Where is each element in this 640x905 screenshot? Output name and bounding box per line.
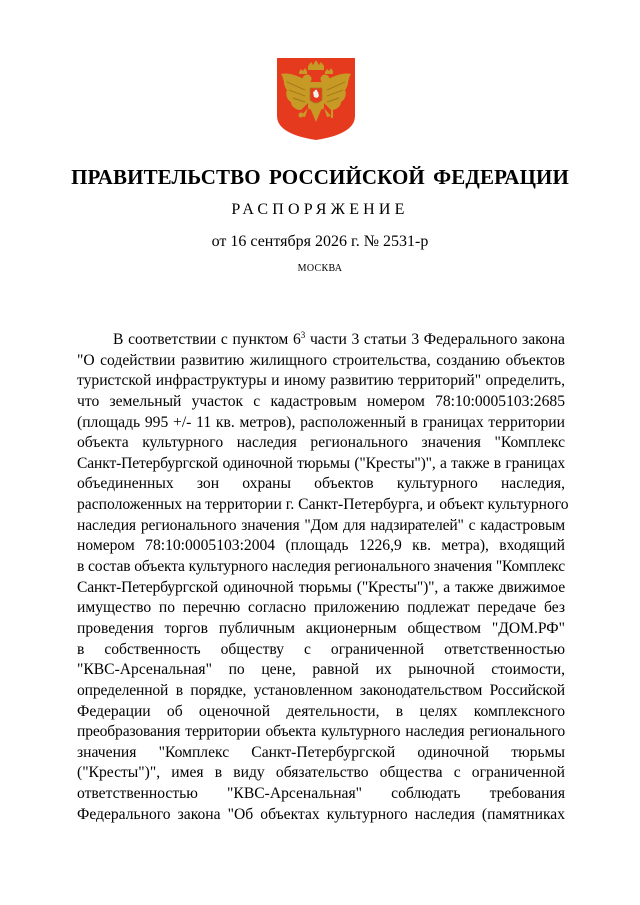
body-line: Санкт-Петербургской одиночной тюрьмы ("Кресты")", а также в границах [77, 454, 565, 472]
body-line-superscript: 3 [300, 330, 306, 340]
government-title: ПРАВИТЕЛЬСТВО РОССИЙСКОЙ ФЕДЕРАЦИИ [71, 165, 569, 189]
russian-coat-of-arms-icon [275, 56, 357, 142]
body-line: наследия регионального значения "Дом для надзирателей" с кадастровым [77, 516, 565, 534]
body-line: объединенных зон охраны объектов культурного наследия, [77, 475, 565, 493]
body-line-text: В соответствии с пунктом 6 [113, 331, 301, 348]
body-line: Санкт-Петербургской одиночной тюрьмы ("Кресты")", а также движимое [77, 578, 565, 596]
body-line: (площадь 995 +/- 11 кв. метров), расположенный в границах территории [77, 413, 565, 431]
document-date-number: от 16 сентября 2026 г. № 2531-р [211, 233, 429, 250]
body-line: "КВС-Арсенальная" по цене, равной их рыночной стоимости, [77, 661, 565, 679]
body-line: определенной в порядке, установленном законодательством Российской [77, 681, 565, 699]
body-line: ("Кресты")", имея в виду обязательство общества с ограниченной [77, 764, 565, 782]
document-type: РАСПОРЯЖЕНИЕ [231, 201, 409, 218]
body-line: Федерации об оценочной деятельности, в целях комплексного [77, 702, 565, 720]
body-line: что земельный участок с кадастровым номером 78:10:0005103:2685 [77, 392, 565, 410]
body-line: преобразования территории объекта культурного наследия регионального [77, 723, 565, 741]
body-line: проведения торгов публичным акционерным обществом "ДОМ.РФ" [77, 619, 565, 637]
body-line [77, 330, 565, 351]
document-city: МОСКВА [297, 263, 343, 274]
body-line: в собственность обществу с ограниченной ответственностью [77, 640, 565, 658]
body-line: в состав объекта культурного наследия регионального значения "Комплекс [77, 558, 565, 576]
body-line-text: части 3 статьи 3 Федерального закона [305, 331, 565, 348]
body-line: объекта культурного наследия регионального значения "Комплекс [77, 434, 565, 452]
body-line: значения "Комплекс Санкт-Петербургской одиночной тюрьмы [77, 743, 565, 761]
document-body [77, 330, 569, 825]
body-line: расположенных на территории г. Санкт-Петербурга, и объект культурного [77, 496, 569, 514]
body-line: номером 78:10:0005103:2004 (площадь 1226,9 кв. метра), входящий [77, 537, 565, 555]
body-line: Федерального закона "Об объектах культурного наследия (памятниках [77, 805, 565, 823]
body-line: туристской инфраструктуры и иному развитию территорий" определить, [77, 372, 565, 390]
body-line: "О содействии развитию жилищного строительства, созданию объектов [77, 351, 565, 369]
body-line: ответственностью "КВС-Арсенальная" соблюдать требования [77, 785, 565, 803]
body-line: имущество по перечню согласно приложению подлежат передаче без [77, 599, 565, 617]
